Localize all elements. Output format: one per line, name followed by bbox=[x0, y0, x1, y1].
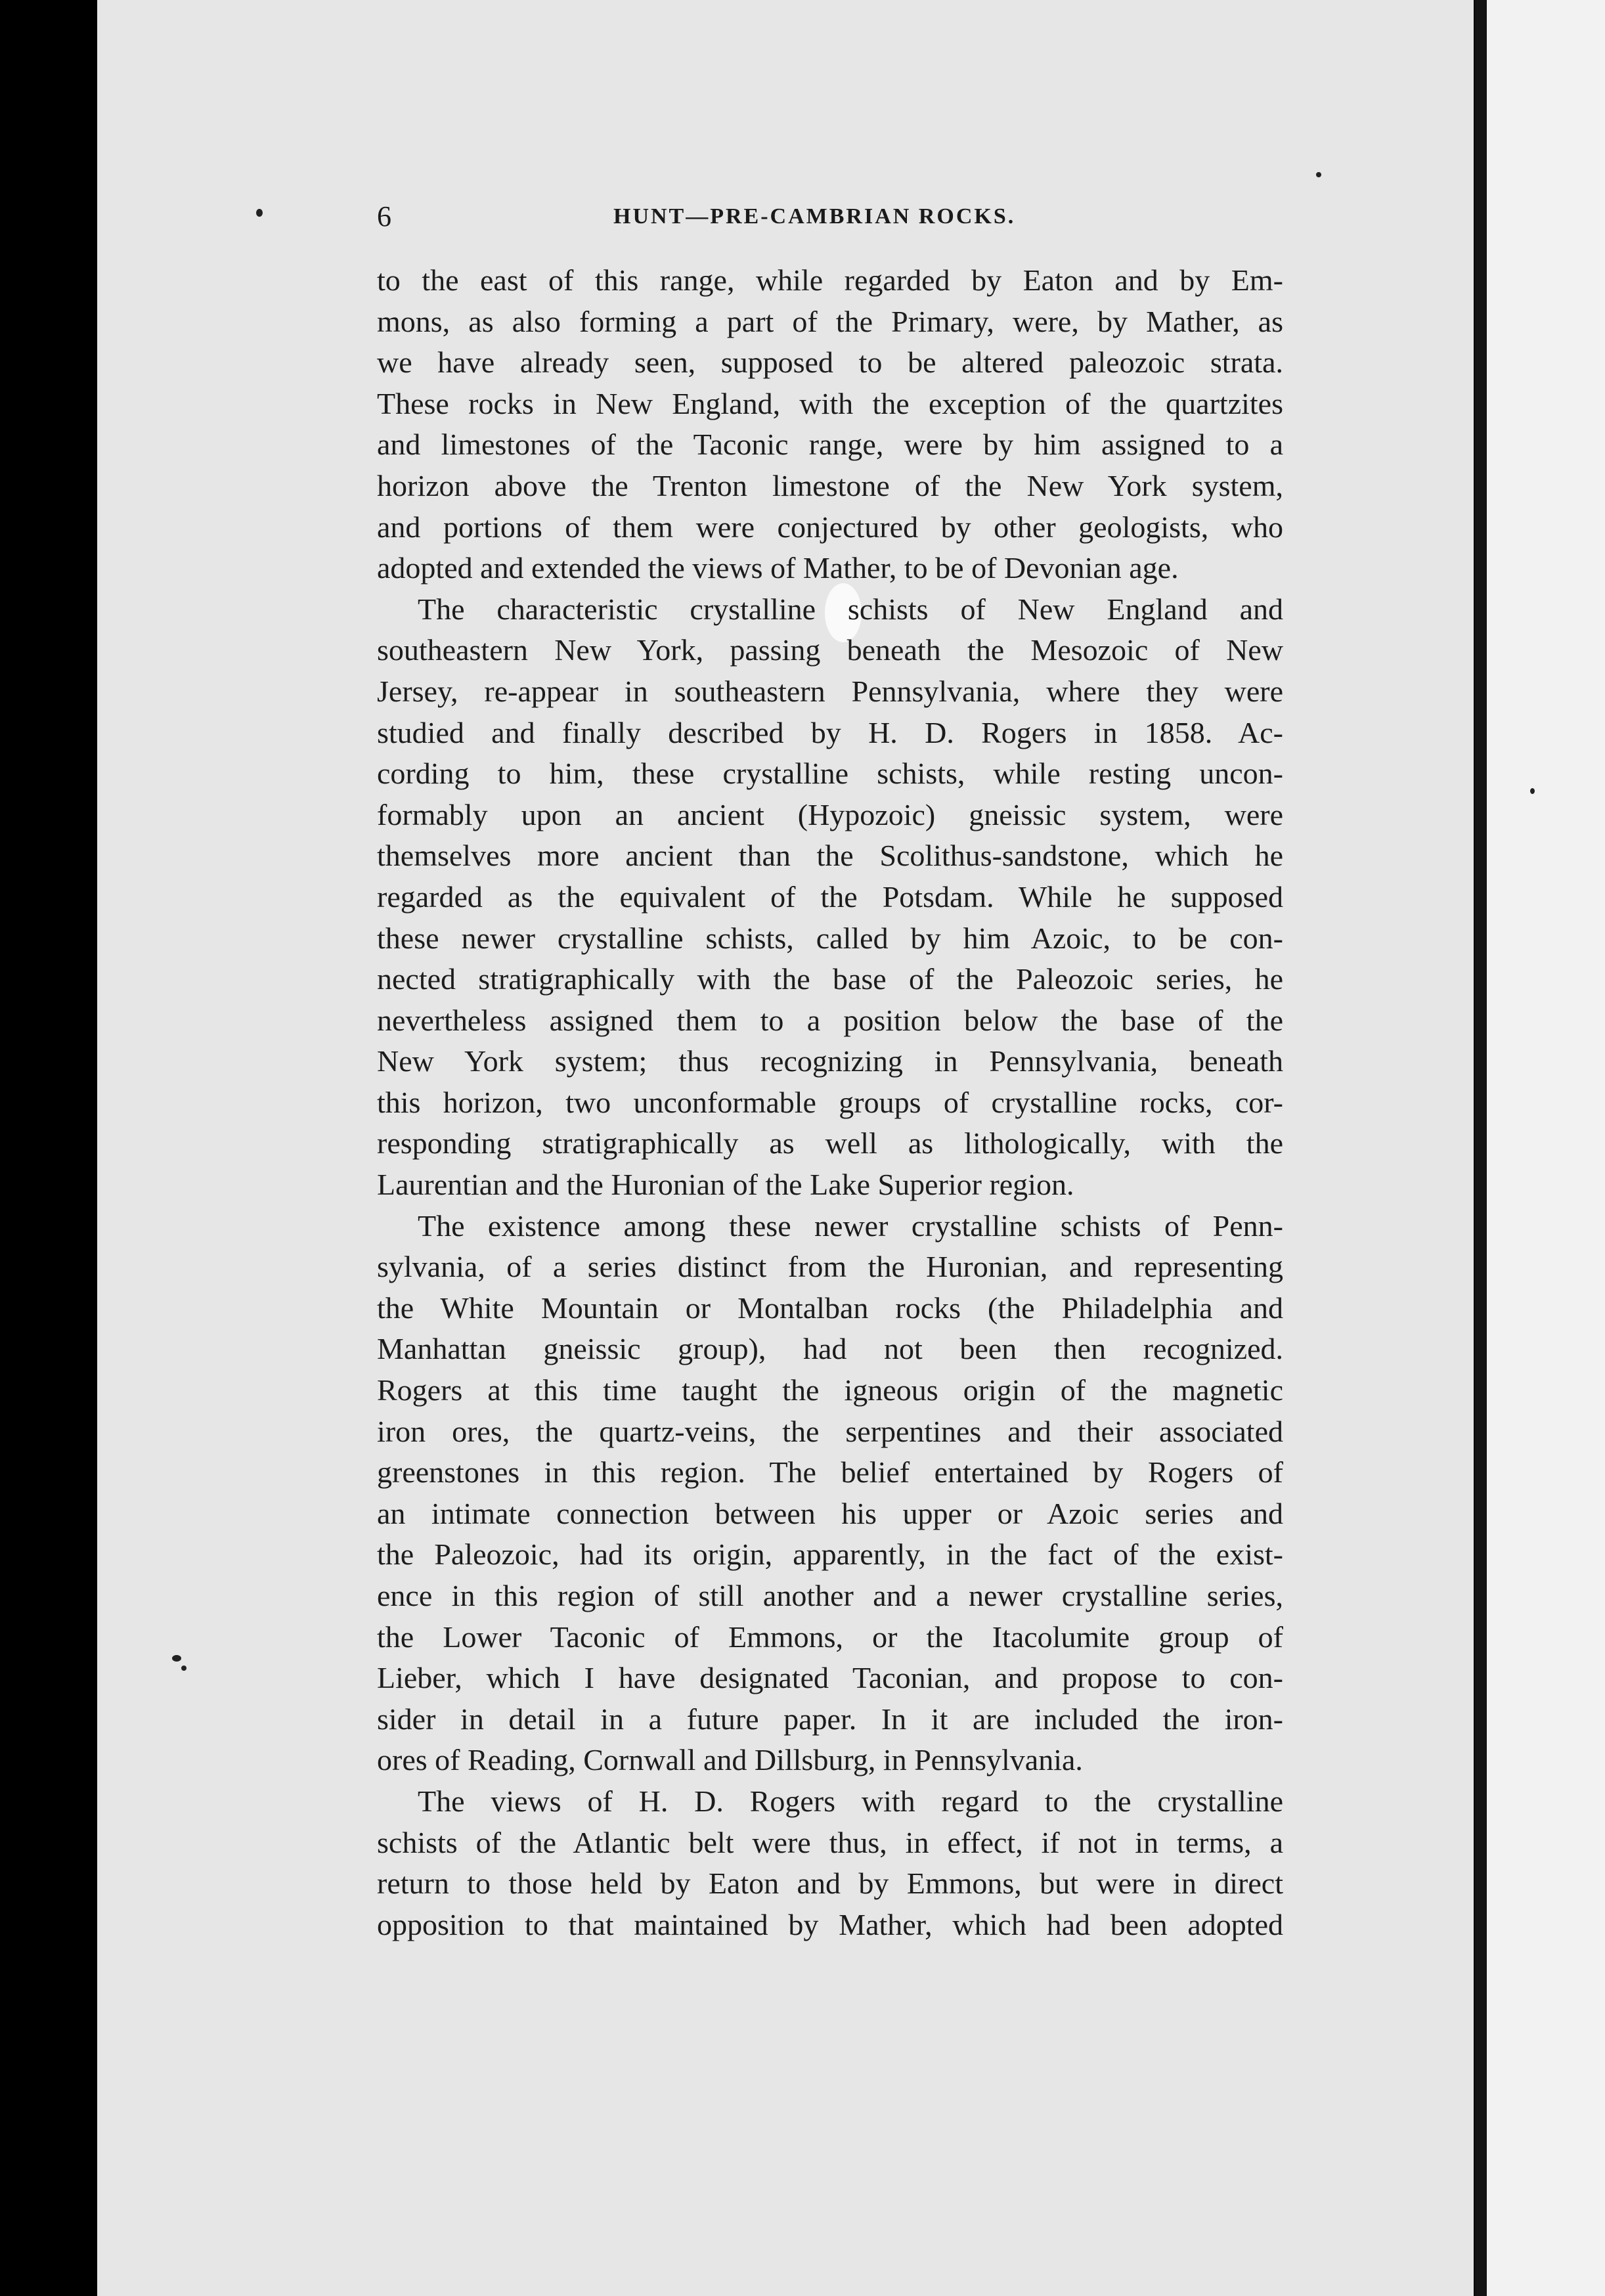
text-line: greenstones in this region. The belief entertained by Rogers of bbox=[377, 1455, 1283, 1490]
text-line: studied and finally described by H. D. Rogers in 1858. Ac- bbox=[377, 715, 1283, 749]
text-line: Jersey, re-appear in southeastern Pennsylvania, where they were bbox=[377, 674, 1283, 708]
text-line: adopted and extended the views of Mather, to be of Devonian age. bbox=[377, 551, 1179, 585]
text-line: sylvania, of a series distinct from the Huronian, and representing bbox=[377, 1250, 1283, 1284]
text-line: Lieber, which I have designated Taconian, and propose to con- bbox=[377, 1661, 1283, 1695]
text-line: horizon above the Trenton limestone of the New York system, bbox=[377, 468, 1283, 502]
text-line: to the east of this range, while regarded by Eaton and by Em- bbox=[377, 263, 1283, 297]
text-line: this horizon, two unconformable groups of crystalline rocks, cor- bbox=[377, 1085, 1283, 1119]
binding-edge bbox=[1475, 0, 1487, 2296]
text-line: return to those held by Eaton and by Emmons, but were in direct bbox=[377, 1866, 1283, 1901]
text-line: nected stratigraphically with the base of the Paleozoic series, he bbox=[377, 962, 1283, 996]
scan-speck bbox=[256, 209, 263, 217]
text-line: iron ores, the quartz-veins, the serpentines and their associated bbox=[377, 1414, 1283, 1448]
text-line: Laurentian and the Huronian of the Lake Superior region. bbox=[377, 1168, 1074, 1202]
text-line: responding stratigraphically as well as lithologically, with the bbox=[377, 1126, 1283, 1160]
text-line: New York system; thus recognizing in Pennsylvania, beneath bbox=[377, 1044, 1283, 1078]
text-line: formably upon an ancient (Hypozoic) gneissic system, were bbox=[377, 797, 1283, 831]
text-line: these newer crystalline schists, called by him Azoic, to be con- bbox=[377, 921, 1283, 955]
text-line: and portions of them were conjectured by other geologists, who bbox=[377, 510, 1283, 544]
text-line: we have already seen, supposed to be altered paleozoic strata. bbox=[377, 345, 1283, 380]
running-head bbox=[377, 197, 1296, 236]
text-line: the White Mountain or Montalban rocks (the Philadelphia and bbox=[377, 1291, 1283, 1325]
text-line: and limestones of the Taconic range, were by him assigned to a bbox=[377, 428, 1283, 462]
running-title: HUNT—PRE-CAMBRIAN ROCKS. bbox=[613, 204, 1016, 229]
scan-speck bbox=[1316, 172, 1321, 177]
text-line: nevertheless assigned them to a position below the base of the bbox=[377, 1003, 1283, 1037]
text-line: The characteristic crystalline schists of New England and bbox=[418, 592, 1283, 626]
text-line: an intimate connection between his upper or Azoic series and bbox=[377, 1496, 1283, 1530]
text-line: Rogers at this time taught the igneous origin of the magnetic bbox=[377, 1373, 1283, 1407]
text-line: themselves more ancient than the Scolithus-sandstone, which he bbox=[377, 839, 1283, 873]
adjacent-page-margin bbox=[1487, 0, 1605, 2296]
text-line: opposition to that maintained by Mather, which had been adopted bbox=[377, 1907, 1283, 1941]
text-line: southeastern New York, passing beneath the Mesozoic of New bbox=[377, 633, 1283, 667]
text-line: The views of H. D. Rogers with regard to the crystalline bbox=[418, 1784, 1283, 1818]
scan-speck bbox=[181, 1666, 187, 1671]
text-line: These rocks in New England, with the exception of the quartzites bbox=[377, 386, 1283, 420]
text-line: ence in this region of still another and a newer crystalline series, bbox=[377, 1579, 1283, 1612]
text-line: Manhattan gneissic group), had not been then recognized. bbox=[377, 1332, 1283, 1366]
scan-speck bbox=[172, 1655, 181, 1662]
text-line: sider in detail in a future paper. In it are included the iron- bbox=[377, 1702, 1283, 1736]
text-line: schists of the Atlantic belt were thus, in effect, if not in terms, a bbox=[377, 1825, 1283, 1859]
text-line: regarded as the equivalent of the Potsdam. While he supposed bbox=[377, 879, 1283, 914]
text-line: cording to him, these crystalline schists, while resting uncon- bbox=[377, 757, 1283, 791]
page-number: 6 bbox=[377, 200, 391, 232]
text-line: ores of Reading, Cornwall and Dillsburg, in Pennsylvania. bbox=[377, 1743, 1083, 1777]
text-line: the Paleozoic, had its origin, apparently, in the fact of the exist- bbox=[377, 1537, 1283, 1572]
scan-speck bbox=[1530, 788, 1535, 794]
text-line: mons, as also forming a part of the Primary, were, by Mather, as bbox=[377, 304, 1283, 338]
body-text bbox=[377, 260, 1283, 1945]
text-line: the Lower Taconic of Emmons, or the Itacolumite group of bbox=[377, 1620, 1283, 1654]
text-line: The existence among these newer crystalline schists of Penn- bbox=[418, 1208, 1283, 1243]
